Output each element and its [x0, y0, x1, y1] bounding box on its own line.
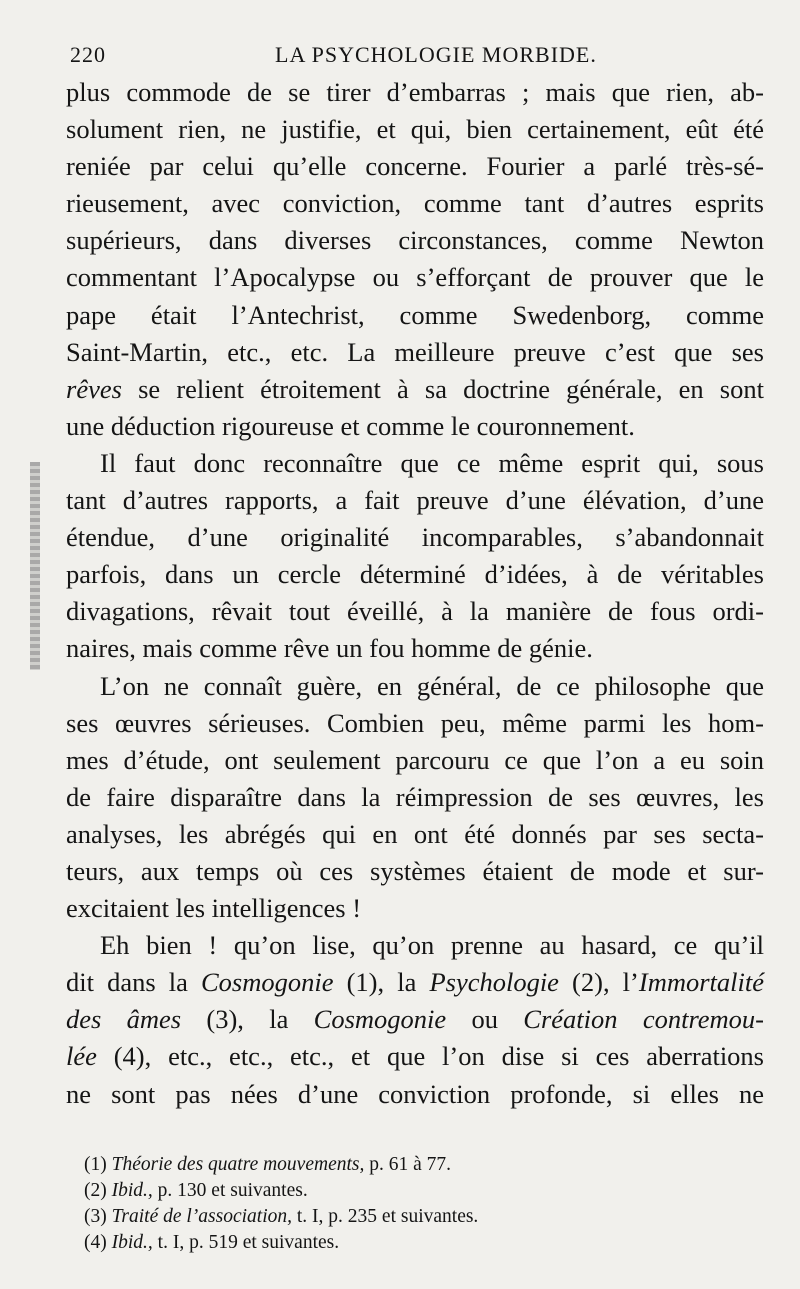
footnote-text: t. I, p. 235 et suivantes.: [292, 1206, 479, 1227]
text-line: solument rien, ne justifie, et qui, bien certainement, eût été: [66, 114, 764, 145]
text-line: teurs, aux temps où ces systèmes étaient de mode et sur-: [66, 855, 764, 886]
text-span: ou: [446, 1004, 524, 1035]
footnote-number: (4): [84, 1232, 112, 1253]
footnote: [84, 1230, 764, 1256]
footnote-title: Ibid.,: [111, 1180, 153, 1201]
text-line: ne sont pas nées d’une conviction profonde, si elles ne: [66, 1078, 764, 1109]
text-span: (1), la: [333, 967, 430, 998]
text-line: Il faut donc reconnaître que ce même esprit qui, sous: [100, 447, 764, 478]
italic-title: Cosmogonie: [200, 967, 334, 998]
text-line: étendue, d’une originalité incomparables, s’abandonnait: [66, 522, 764, 553]
text-line: divagations, rêvait tout éveillé, à la manière de fous ordi-: [66, 596, 764, 627]
running-title: LA PSYCHOLOGIE MORBIDE.: [275, 42, 597, 67]
text-line: de faire disparaître dans la réimpression de ses œuvres, les: [66, 781, 764, 812]
text-line: supérieurs, dans diverses circonstances, comme Newton: [66, 225, 764, 256]
text-line: commentant l’Apocalypse ou s’efforçant de prouver que le: [66, 262, 764, 293]
text-line: reniée par celui qu’elle concerne. Fourier a parlé très-sé-: [66, 151, 764, 182]
text-span: se relient étroitement à sa doctrine générale, en sont: [121, 373, 764, 404]
text-span: (2), l’: [558, 967, 639, 998]
text-line: plus commode de se tirer d’embarras ; mais que rien, ab-: [66, 77, 764, 107]
footnote-number: (2): [84, 1180, 112, 1201]
text-line: [66, 1001, 764, 1038]
text-line: tant d’autres rapports, a fait preuve d’une élévation, d’une: [66, 485, 764, 516]
footnote-title: Théorie des quatre mouvements,: [111, 1154, 365, 1175]
text-line: L’on ne connaît guère, en général, de ce philosophe que: [100, 670, 764, 701]
text-line: une déduction rigoureuse et comme le couronnement.: [66, 410, 635, 441]
text-line: [66, 964, 764, 1001]
text-line: ses œuvres sérieuses. Combien peu, même parmi les hom-: [66, 707, 764, 738]
text-span: (4), etc., etc., etc., et que l’on dise si ces aberrations: [96, 1041, 764, 1072]
footnote-number: (1): [84, 1154, 112, 1175]
page-number: 220: [70, 42, 106, 67]
margin-marking: [30, 462, 40, 670]
text-line: mes d’étude, ont seulement parcouru ce que l’on a eu soin: [66, 744, 764, 775]
body-text: [66, 74, 764, 1113]
italic-title: Cosmogonie: [313, 1004, 447, 1035]
text-span: (3), la: [181, 1004, 314, 1035]
footnote-title: Ibid.,: [111, 1232, 153, 1253]
italic-title: Création contremou-: [523, 1004, 765, 1035]
text-line: excitaient les intelligences !: [66, 893, 362, 924]
footnotes: [84, 1152, 764, 1256]
footnote: [84, 1152, 764, 1178]
italic-title: lée: [66, 1041, 97, 1072]
italic-title: des âmes: [66, 1004, 182, 1035]
footnote-number: (3): [84, 1206, 112, 1227]
text-line: pape était l’Antechrist, comme Swedenborg, comme: [66, 299, 764, 330]
italic-word: rêves: [66, 373, 122, 404]
page-header: [70, 36, 770, 76]
text-line: Eh bien ! qu’on lise, qu’on prenne au hasard, ce qu’il: [100, 930, 764, 961]
text-line: [66, 371, 764, 408]
italic-title: Psychologie: [429, 967, 559, 998]
text-line: Saint-Martin, etc., etc. La meilleure preuve c’est que ses: [66, 336, 764, 367]
text-span: dit dans la: [66, 967, 201, 998]
footnote-text: p. 61 à 77.: [364, 1154, 452, 1175]
text-line: rieusement, avec conviction, comme tant d’autres esprits: [66, 188, 764, 219]
footnote-text: p. 130 et suivantes.: [152, 1180, 308, 1201]
footnote-title: Traité de l’association,: [111, 1206, 292, 1227]
text-line: parfois, dans un cercle déterminé d’idées, à de véritables: [66, 559, 764, 590]
italic-title: Immortalité: [638, 967, 764, 998]
text-line: naires, mais comme rêve un fou homme de génie.: [66, 633, 593, 664]
footnote: [84, 1204, 764, 1230]
footnote: [84, 1178, 764, 1204]
text-line: analyses, les abrégés qui en ont été donnés par ses secta-: [66, 818, 764, 849]
footnote-text: t. I, p. 519 et suivantes.: [152, 1232, 340, 1253]
text-line: [66, 1038, 764, 1075]
